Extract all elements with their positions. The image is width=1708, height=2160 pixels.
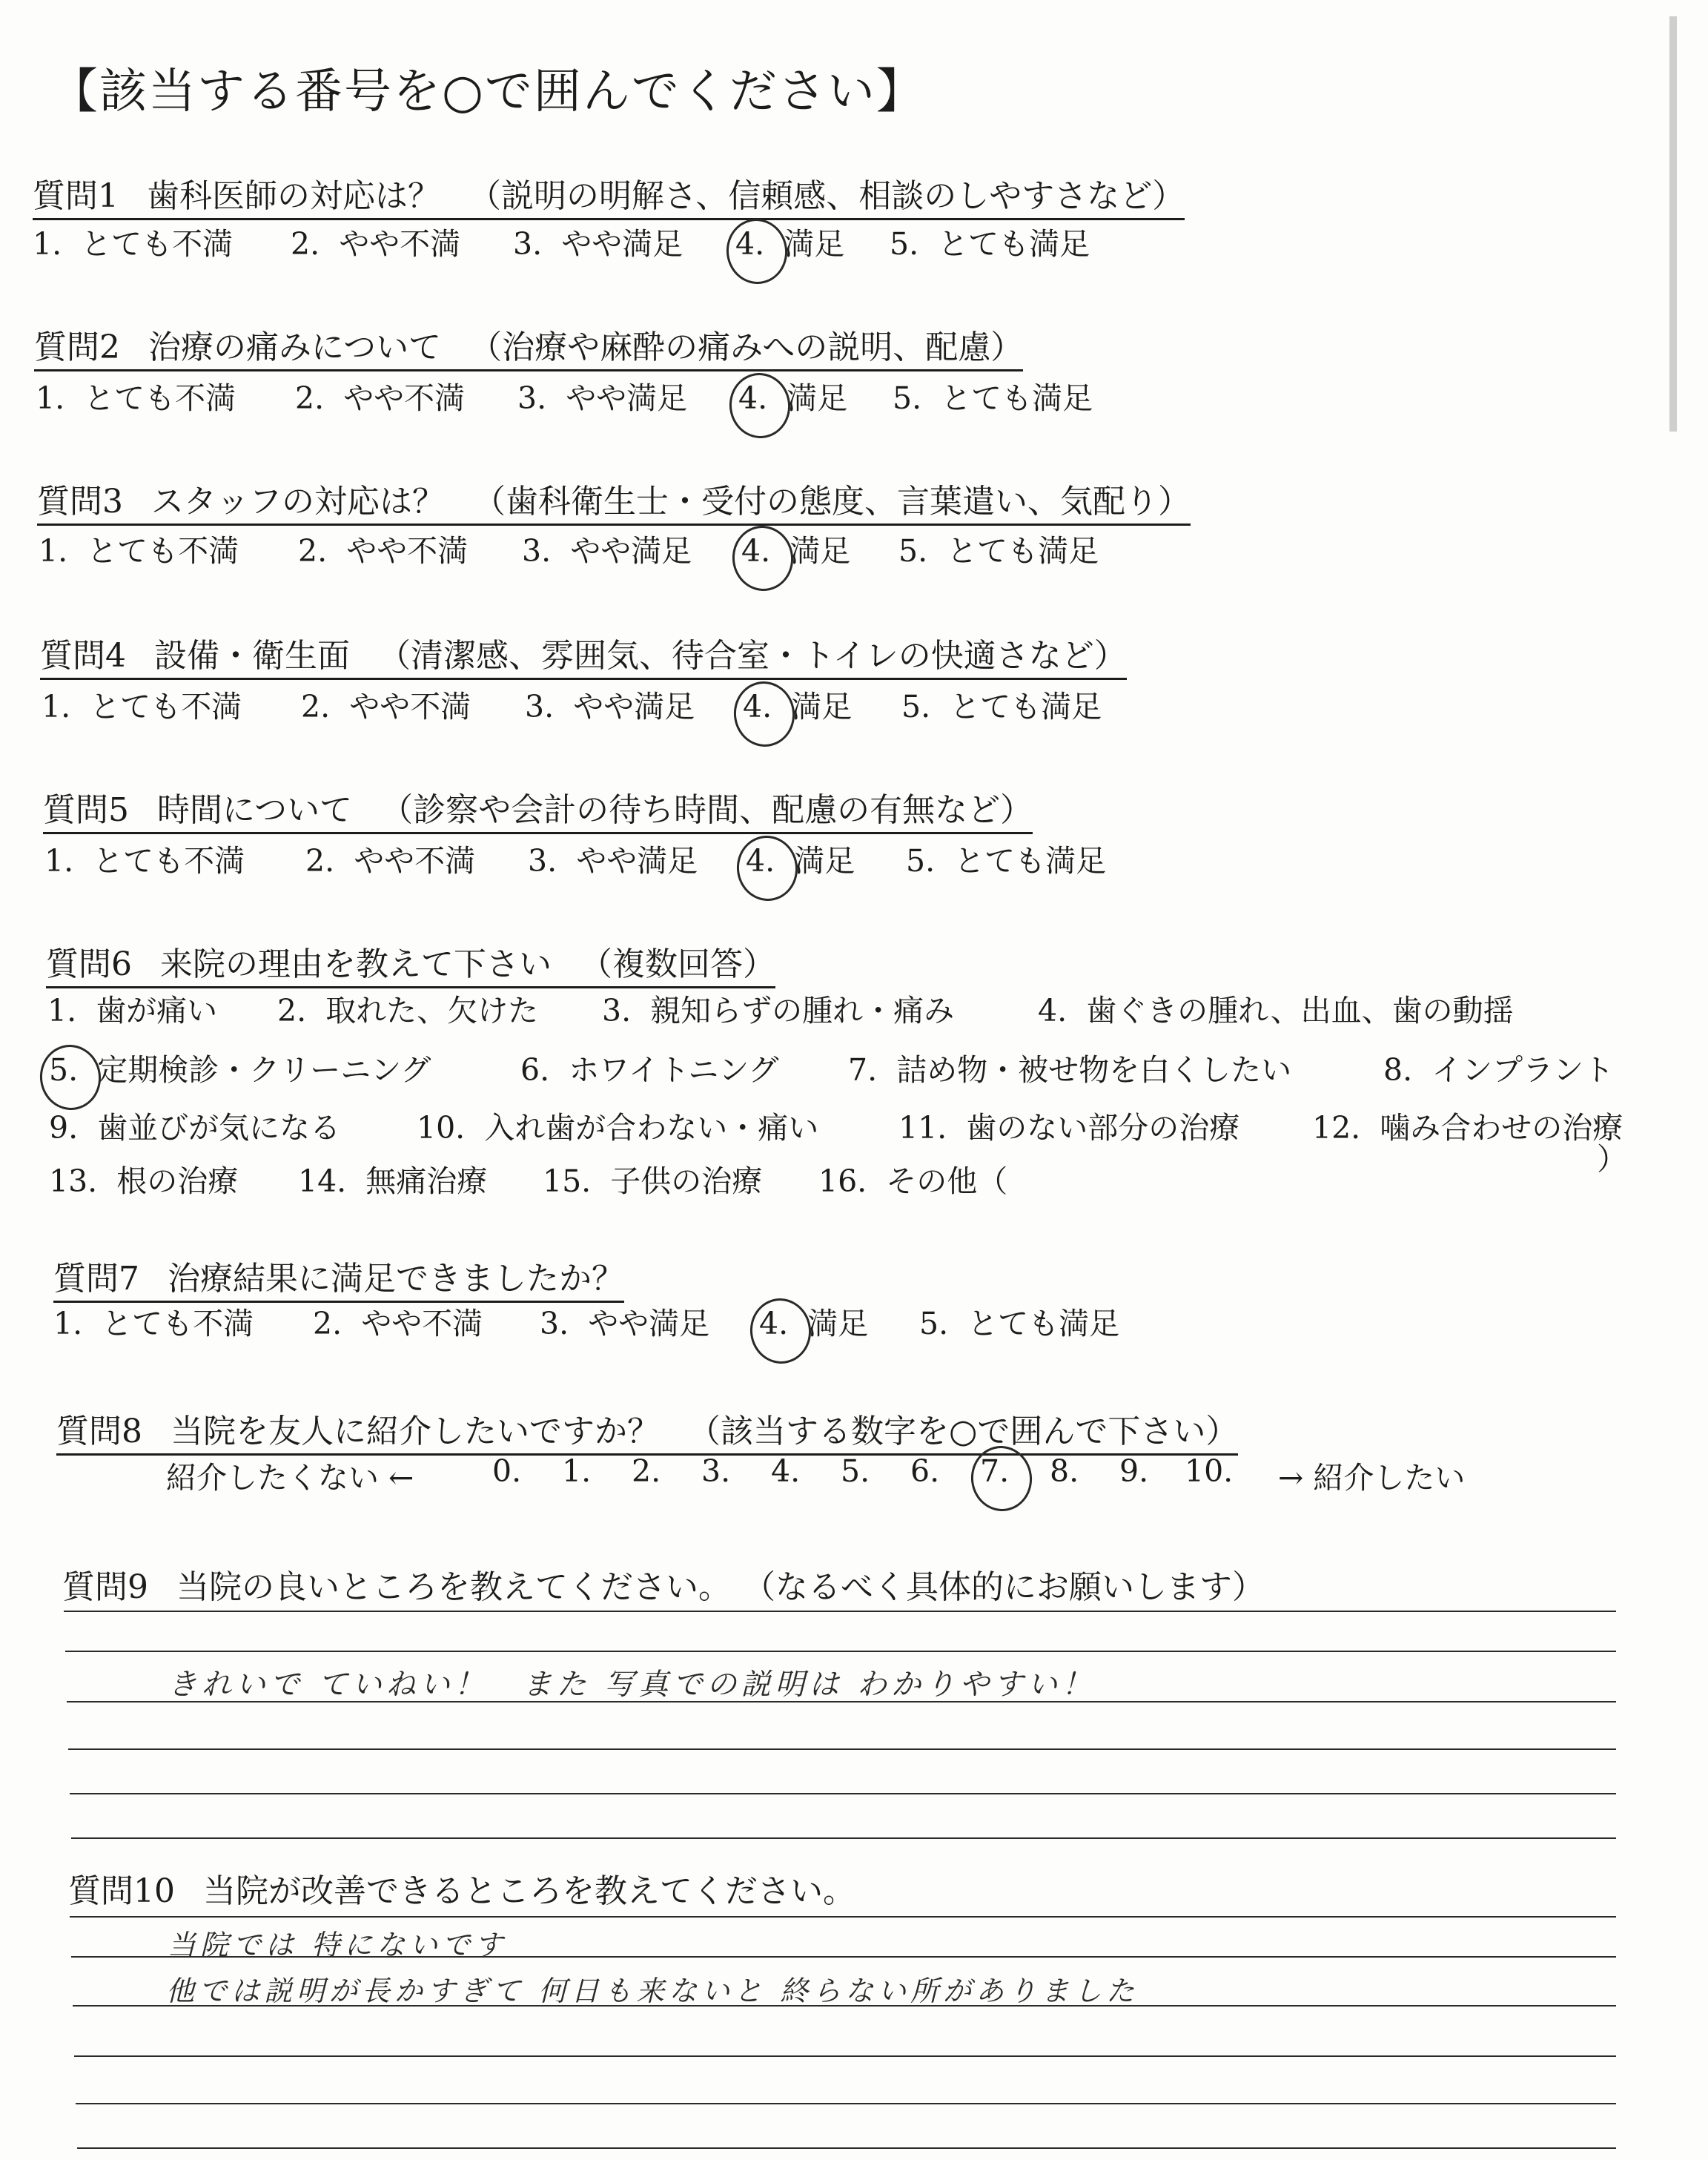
scale-3[interactable]: 3.: [701, 1453, 731, 1489]
question-2-heading: [34, 320, 1023, 371]
writing-line: [70, 1793, 1616, 1794]
option-4[interactable]: 4. 満足: [741, 533, 851, 569]
reason-option[interactable]: 9. 歯並びが気になる: [49, 1110, 341, 1146]
question-4-heading: [40, 629, 1127, 680]
option-5[interactable]: 5. とても満足: [901, 689, 1102, 724]
option-5[interactable]: 5. とても満足: [898, 533, 1099, 569]
handwritten-answer: 他では説明が長かすぎて 何日も来ないと 終らない所がありました: [166, 1975, 1139, 2007]
reason-option[interactable]: 15. 子供の治療: [543, 1163, 763, 1199]
option-4[interactable]: 4. 満足: [735, 226, 845, 262]
reason-option[interactable]: 2. 取れた、欠けた: [277, 993, 539, 1028]
question-label: 質問6: [46, 945, 132, 983]
option-3[interactable]: 3. やや満足: [522, 533, 692, 569]
scale-9[interactable]: 9.: [1119, 1453, 1149, 1489]
scale-right-label: → 紹介したい: [1278, 1460, 1466, 1496]
question-note: （清潔感、雰囲気、待合室・トイレの快適さなど）: [378, 637, 1127, 675]
option-1[interactable]: 1. とても不満: [33, 226, 234, 262]
option-3[interactable]: 3. やや満足: [525, 689, 695, 724]
hand-drawn-circle-mark: 4.: [738, 380, 768, 416]
option-1[interactable]: 1. とても不満: [36, 380, 236, 416]
option-2[interactable]: 2. やや不満: [295, 380, 466, 416]
hand-drawn-circle-mark: 4.: [759, 1306, 789, 1341]
question-text: 当院の良いところを教えてください。: [176, 1568, 731, 1606]
question-8-heading: [56, 1404, 1238, 1456]
reason-option[interactable]: 11. 歯のない部分の治療: [898, 1110, 1240, 1146]
writing-line: [64, 1611, 1616, 1612]
question-label: 質問3: [37, 483, 123, 521]
question-note: （治療や麻酔の痛みへの説明、配慮）: [469, 328, 1024, 366]
option-5[interactable]: 5. とても満足: [890, 226, 1090, 262]
question-note: （説明の明解さ、信頼感、相談のしやすさなど）: [469, 177, 1185, 215]
scale-left-label: 紹介したくない ←: [166, 1460, 414, 1496]
question-6-heading: [46, 937, 775, 988]
question-label: 質問2: [34, 328, 120, 366]
question-7-heading: [53, 1252, 624, 1303]
reason-option[interactable]: 12. 噛み合わせの治療: [1312, 1110, 1623, 1146]
reason-option[interactable]: 8. インプラント: [1383, 1052, 1615, 1088]
scale-2[interactable]: 2.: [632, 1453, 661, 1489]
option-4[interactable]: 4. 満足: [743, 689, 853, 724]
handwritten-answer: 当院では 特にないです: [168, 1929, 508, 1961]
option-3[interactable]: 3. やや満足: [513, 226, 683, 262]
question-note: （診察や会計の待ち時間、配慮の有無など）: [380, 791, 1033, 829]
scale-10[interactable]: 10.: [1185, 1453, 1234, 1489]
reason-option[interactable]: 5. 定期検診・クリーニング: [49, 1052, 431, 1088]
question-label: 質問4: [40, 637, 126, 675]
option-3[interactable]: 3. やや満足: [517, 380, 688, 416]
option-4[interactable]: 4. 満足: [738, 380, 848, 416]
reason-option[interactable]: 10. 入れ歯が合わない・痛い: [417, 1110, 819, 1146]
writing-line: [71, 1837, 1616, 1839]
hand-drawn-circle-mark: 4.: [741, 533, 771, 569]
question-text: 治療結果に満足できましたか？: [168, 1260, 624, 1298]
question-label: 質問1: [33, 177, 119, 215]
scan-edge: [1669, 16, 1677, 432]
question-text: 当院が改善できるところを教えてください。: [203, 1872, 855, 1910]
hand-drawn-circle-mark: 4.: [735, 226, 765, 262]
writing-line: [77, 2147, 1616, 2149]
question-label: 質問9: [62, 1568, 148, 1606]
scale-5[interactable]: 5.: [841, 1453, 870, 1489]
question-text: 時間について: [157, 791, 353, 829]
option-3[interactable]: 3. やや満足: [540, 1306, 710, 1341]
writing-line: [68, 1748, 1616, 1750]
question-text: スタッフの対応は？: [151, 483, 445, 521]
reason-option[interactable]: 7. 詰め物・被せ物を白くしたい: [848, 1052, 1292, 1088]
question-1-heading: [33, 169, 1185, 220]
option-2[interactable]: 2. やや不満: [305, 843, 476, 879]
scale-8[interactable]: 8.: [1050, 1453, 1079, 1489]
scale-7[interactable]: [980, 1453, 1009, 1489]
option-2[interactable]: 2. やや不満: [298, 533, 469, 569]
option-1[interactable]: 1. とても不満: [53, 1306, 254, 1341]
reason-option[interactable]: 4. 歯ぐきの腫れ、出血、歯の動揺: [1038, 993, 1514, 1028]
option-1[interactable]: 1. とても不満: [42, 689, 242, 724]
writing-line: [74, 2055, 1616, 2057]
page-title: 【該当する番号を○で囲んでください】: [50, 65, 925, 119]
option-2[interactable]: 2. やや不満: [313, 1306, 483, 1341]
question-note: （該当する数字を○で囲んで下さい）: [688, 1413, 1239, 1450]
reason-option[interactable]: 3. 親知らずの腫れ・痛み: [602, 993, 955, 1028]
question-note: （歯科衛生士・受付の態度、言葉遣い、気配り）: [473, 483, 1191, 521]
question-label: 質問7: [53, 1260, 139, 1298]
question-label: 質問5: [43, 791, 129, 829]
writing-line: [70, 1916, 1616, 1918]
question-label: 質問10: [68, 1872, 175, 1910]
scale-6[interactable]: 6.: [910, 1453, 940, 1489]
writing-line: [76, 2103, 1616, 2104]
reason-option[interactable]: 13. 根の治療: [49, 1163, 239, 1199]
reason-option[interactable]: 14. 無痛治療: [298, 1163, 488, 1199]
option-5[interactable]: 5. とても満足: [906, 843, 1107, 879]
scale-4[interactable]: 4.: [771, 1453, 801, 1489]
option-5[interactable]: 5. とても満足: [919, 1306, 1120, 1341]
scale-0[interactable]: 0.: [492, 1453, 522, 1489]
option-3[interactable]: 3. やや満足: [528, 843, 698, 879]
question-text: 当院を友人に紹介したいですか？: [171, 1413, 660, 1450]
reason-option[interactable]: 6. ホワイトニング: [520, 1052, 779, 1088]
question-text: 来院の理由を教えて下さい: [160, 945, 552, 983]
hand-drawn-circle-mark: 7.: [980, 1453, 1010, 1489]
reason-option[interactable]: 1. 歯が痛い: [47, 993, 218, 1028]
question-9-heading: [62, 1560, 1265, 1609]
option-2[interactable]: 2. やや不満: [291, 226, 461, 262]
hand-drawn-circle-mark: 5.: [49, 1052, 79, 1088]
question-10-heading: [68, 1864, 855, 1913]
hand-drawn-circle-mark: 4.: [743, 689, 772, 724]
question-text: 歯科医師の対応は？: [147, 177, 440, 215]
reason-option-other[interactable]: 16. その他（: [818, 1163, 1008, 1199]
option-1[interactable]: 1. とても不満: [39, 533, 239, 569]
question-note: （なるべく具体的にお願いします）: [759, 1568, 1265, 1606]
other-close-paren: ）: [1597, 1141, 1627, 1177]
scale-1[interactable]: 1.: [562, 1453, 592, 1489]
question-5-heading: [43, 783, 1033, 834]
option-1[interactable]: 1. とても不満: [44, 843, 245, 879]
question-label: 質問8: [56, 1413, 142, 1450]
question-text: 設備・衛生面: [154, 637, 350, 675]
question-3-heading: [37, 475, 1191, 526]
option-5[interactable]: 5. とても満足: [893, 380, 1093, 416]
handwritten-answer: きれいで ていねい！ また 写真での説明は わかりやすい！: [168, 1668, 1096, 1702]
writing-line: [65, 1651, 1616, 1652]
hand-drawn-circle-mark: 4.: [746, 843, 775, 879]
option-2[interactable]: 2. やや不満: [301, 689, 471, 724]
option-4[interactable]: 4. 満足: [759, 1306, 869, 1341]
question-note: （複数回答）: [580, 945, 775, 983]
question-text: 治療の痛みについて: [148, 328, 442, 366]
option-4[interactable]: 4. 満足: [746, 843, 855, 879]
